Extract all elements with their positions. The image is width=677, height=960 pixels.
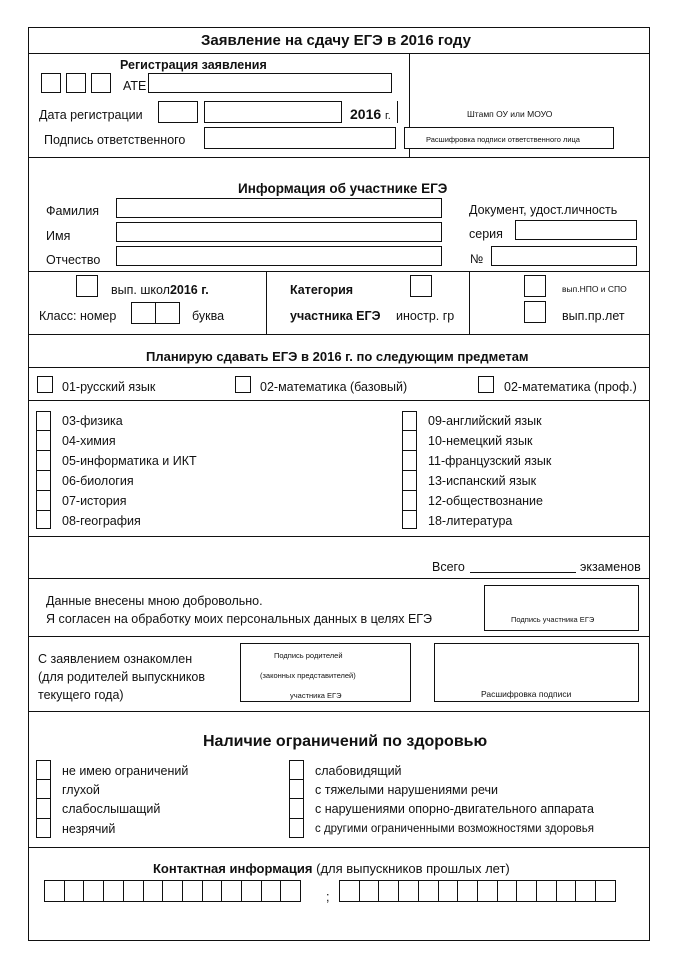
form-title: Заявление на сдачу ЕГЭ в 2016 году [201, 32, 471, 49]
divider [28, 578, 650, 579]
patronymic-field[interactable] [116, 246, 442, 266]
parents-sign-line-2: (законных представителей) [260, 671, 356, 680]
ate-label: АТЕ [123, 79, 147, 93]
responsible-decoding-label: Расшифровка подписи ответственного лица [426, 135, 580, 144]
parents-decoding-label: Расшифровка подписи [481, 689, 572, 699]
contact-digit-cell[interactable] [103, 880, 124, 902]
subject-french-label: 11-французский язык [428, 454, 552, 468]
total-label: Всего [432, 560, 465, 574]
series-label: серия [469, 227, 503, 241]
subject-chemistry-label: 04-химия [62, 434, 116, 448]
subject-history-label: 07-история [62, 494, 127, 508]
participant-heading: Информация об участнике ЕГЭ [238, 181, 448, 196]
contact-digit-cell[interactable] [339, 880, 360, 902]
responsible-sign-field[interactable] [204, 127, 396, 149]
health-hard-of-hearing-label: слабослышащий [62, 802, 161, 816]
checkbox-separator [402, 490, 417, 491]
contact-heading-bold: Контактная информация [153, 861, 313, 876]
divider [28, 53, 650, 54]
checkbox-separator [36, 490, 51, 491]
checkbox-separator [36, 430, 51, 431]
parents-line-3: текущего года) [38, 688, 124, 702]
category-divider [266, 271, 267, 334]
subject-math-base-label: 02-математика (базовый) [260, 380, 408, 394]
checkbox-separator [289, 818, 304, 819]
registration-heading: Регистрация заявления [120, 58, 267, 72]
year-field[interactable] [392, 101, 398, 123]
divider [28, 400, 650, 401]
stamp-label: Штамп ОУ или МОУО [467, 109, 553, 119]
contact-digit-cell[interactable] [438, 880, 459, 902]
contact-digit-cell[interactable] [536, 880, 557, 902]
divider [28, 271, 650, 272]
checkbox-separator [402, 450, 417, 451]
consent-line-2: Я согласен на обработку моих персональных данных в целях ЕГЭ [46, 612, 433, 626]
number-label: № [470, 252, 484, 266]
npo-spo-checkbox[interactable] [524, 275, 546, 297]
health-checkbox-column-right [289, 760, 304, 838]
subject-russian-label: 01-русский язык [62, 380, 156, 394]
contact-digit-cell[interactable] [221, 880, 242, 902]
subject-physics-label: 03-физика [62, 414, 123, 428]
contact-cells-right[interactable] [339, 880, 615, 902]
subject-math-prof-label: 02-математика (проф.) [504, 380, 637, 394]
contact-digit-cell[interactable] [516, 880, 537, 902]
subject-literature-label: 18-литература [428, 514, 513, 528]
subject-german-label: 10-немецкий язык [428, 434, 533, 448]
contact-separator: ; [326, 890, 330, 904]
health-musculoskeletal-label: с нарушениями опорно-двигательного аппарата [315, 802, 594, 816]
parents-line-2: (для родителей выпускников [38, 670, 206, 684]
participant-signature-field[interactable] [484, 585, 639, 631]
contact-digit-cell[interactable] [595, 880, 616, 902]
parents-sign-line-1: Подпись родителей [274, 651, 343, 660]
foreign-checkbox[interactable] [410, 275, 432, 297]
contact-digit-cell[interactable] [123, 880, 144, 902]
checkbox-separator [289, 798, 304, 799]
contact-heading-rest: (для выпускников прошлых лет) [316, 861, 510, 876]
document-label: Документ, удост.личность [469, 203, 618, 217]
health-other-label: с другими ограниченными возможностями здоровья [315, 823, 594, 835]
contact-digit-cell[interactable] [378, 880, 399, 902]
subjects-heading: Планирую сдавать ЕГЭ в 2016 г. по следующим предметам [146, 349, 529, 364]
checkbox-separator [36, 779, 51, 780]
health-heading: Наличие ограничений по здоровью [203, 733, 488, 750]
checkbox-separator [36, 470, 51, 471]
date-label: Дата регистрации [39, 108, 143, 122]
participant-signature-label: Подпись участника ЕГЭ [511, 615, 595, 624]
contact-digit-cell[interactable] [497, 880, 518, 902]
contact-cells-left[interactable] [44, 880, 300, 902]
school-grad-prefix: вып. школ [111, 283, 170, 297]
checkbox-separator [36, 450, 51, 451]
class-number-cell-1[interactable] [131, 302, 156, 324]
health-checkbox-column-left [36, 760, 51, 838]
checkbox-separator [36, 510, 51, 511]
divider [28, 367, 650, 368]
date-month-field[interactable] [204, 101, 342, 123]
parents-sign-line-3: участника ЕГЭ [290, 691, 342, 700]
divider [28, 334, 650, 335]
contact-digit-cell[interactable] [359, 880, 380, 902]
checkbox-separator [402, 430, 417, 431]
responsible-sign-label: Подпись ответственного [44, 133, 186, 147]
subject-social-studies-label: 12-обществознание [428, 494, 543, 508]
year-label [350, 107, 391, 123]
checkbox-separator [36, 798, 51, 799]
checkbox-separator [402, 510, 417, 511]
health-low-vision-label: слабовидящий [315, 764, 402, 778]
year-value: 2016 [350, 106, 382, 122]
year-suffix: г. [385, 110, 391, 122]
health-none-label: не имею ограничений [62, 764, 189, 778]
date-day-field[interactable] [158, 101, 198, 123]
letter-label: буква [192, 309, 225, 323]
school-grad-checkbox[interactable] [76, 275, 98, 297]
contact-digit-cell[interactable] [457, 880, 478, 902]
class-label: Класс: номер [39, 309, 117, 323]
contact-digit-cell[interactable] [64, 880, 85, 902]
class-number-cell-2[interactable] [155, 302, 180, 324]
name-label: Имя [46, 229, 71, 243]
surname-label: Фамилия [46, 204, 100, 218]
past-years-label: вып.пр.лет [562, 309, 625, 323]
ate-field[interactable] [148, 73, 392, 93]
subject-informatics-label: 05-информатика и ИКТ [62, 454, 197, 468]
contact-digit-cell[interactable] [556, 880, 577, 902]
number-field[interactable] [491, 246, 637, 266]
subject-checkbox-math-prof[interactable] [478, 376, 494, 393]
contact-digit-cell[interactable] [418, 880, 439, 902]
ate-cell-1[interactable] [41, 73, 61, 93]
school-grad-label [111, 283, 209, 297]
ate-cell-2[interactable] [66, 73, 86, 93]
surname-field[interactable] [116, 198, 442, 218]
contact-digit-cell[interactable] [143, 880, 164, 902]
subject-english-label: 09-английский язык [428, 414, 542, 428]
divider [28, 711, 650, 712]
category-divider [469, 271, 470, 334]
health-blind-label: незрячий [62, 822, 116, 836]
checkbox-separator [402, 470, 417, 471]
contact-digit-cell[interactable] [477, 880, 498, 902]
ate-cell-3[interactable] [91, 73, 111, 93]
series-field[interactable] [515, 220, 637, 240]
contact-digit-cell[interactable] [83, 880, 104, 902]
contact-heading [153, 862, 510, 876]
contact-digit-cell[interactable] [44, 880, 65, 902]
divider [28, 157, 650, 158]
participant-category-label: участника ЕГЭ [290, 309, 381, 323]
subject-biology-label: 06-биология [62, 474, 134, 488]
divider [28, 847, 650, 848]
contact-digit-cell[interactable] [162, 880, 183, 902]
subject-spanish-label: 13-испанский язык [428, 474, 537, 488]
total-suffix: экзаменов [580, 560, 641, 574]
category-label: Категория [290, 283, 354, 297]
contact-digit-cell[interactable] [261, 880, 282, 902]
contact-digit-cell[interactable] [398, 880, 419, 902]
divider [28, 636, 650, 637]
past-years-checkbox[interactable] [524, 301, 546, 323]
divider [28, 536, 650, 537]
contact-digit-cell[interactable] [241, 880, 262, 902]
consent-line-1: Данные внесены мною добровольно. [46, 594, 263, 608]
contact-digit-cell[interactable] [182, 880, 203, 902]
school-grad-year: 2016 г. [169, 283, 209, 297]
name-field[interactable] [116, 222, 442, 242]
contact-digit-cell[interactable] [575, 880, 596, 902]
parents-line-1: С заявлением ознакомлен [38, 652, 193, 666]
contact-digit-cell[interactable] [280, 880, 301, 902]
total-field[interactable] [470, 572, 576, 573]
subject-checkbox-math-base[interactable] [235, 376, 251, 393]
health-deaf-label: глухой [62, 783, 100, 797]
foreign-label: иностр. гр [396, 309, 455, 323]
checkbox-separator [289, 779, 304, 780]
subject-geography-label: 08-география [62, 514, 141, 528]
checkbox-separator [36, 818, 51, 819]
health-speech-label: с тяжелыми нарушениями речи [315, 783, 499, 797]
patronymic-label: Отчество [46, 253, 101, 267]
contact-digit-cell[interactable] [202, 880, 223, 902]
subject-checkbox-russian[interactable] [37, 376, 53, 393]
npo-spo-label: вып.НПО и СПО [562, 284, 627, 294]
